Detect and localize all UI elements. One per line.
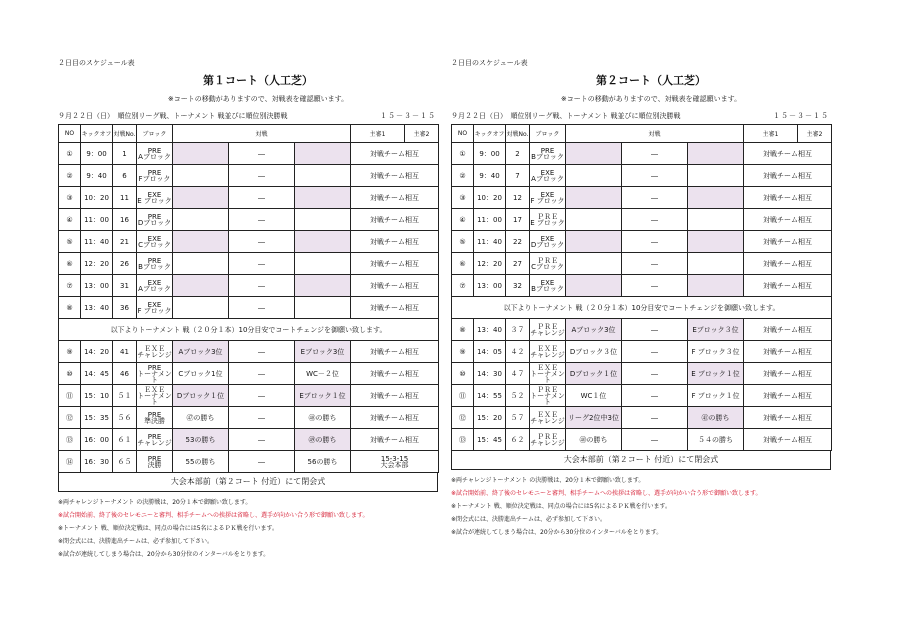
row-team1: 53の勝ち	[173, 429, 229, 451]
row-team1	[173, 231, 229, 253]
row-kickoff: 11：40	[474, 231, 506, 253]
row-referee: 対戦チーム相互	[351, 253, 439, 275]
row-referee: 対戦チーム相互	[744, 209, 832, 231]
schedule-table	[451, 124, 832, 451]
row-team1	[566, 143, 622, 165]
row-vs: ―	[622, 385, 688, 407]
row-block: ＥＸＥ チャレンジ	[137, 341, 173, 363]
row-block: EXE E ブロック	[137, 187, 173, 209]
court-notice: ※コートの移動がありますので、対戦表を確認願います。	[167, 95, 349, 103]
row-block: ＰＲＥ トーナメント	[530, 385, 565, 406]
row-no: ⑪	[452, 385, 474, 407]
row-team1: 55の勝ち	[173, 451, 229, 473]
row-match-no: ４２	[506, 341, 530, 363]
row-kickoff: 14：45	[81, 363, 113, 385]
table-row	[59, 363, 439, 385]
row-vs: ―	[622, 231, 688, 253]
row-match-no: 7	[506, 165, 530, 187]
court-title: 第２コート（人工芝）	[596, 74, 706, 87]
row-vs: ―	[229, 187, 295, 209]
note-item: ※両チャレンジトーナメント の決勝戦は、20分１本で御願い致します。	[58, 499, 252, 506]
row-kickoff: 12：20	[474, 253, 506, 275]
row-team2: ５４の勝ち	[688, 429, 744, 451]
row-vs: ―	[229, 341, 295, 363]
row-referee: 対戦チーム相互	[351, 341, 439, 363]
row-team1: Dブロック１位	[566, 363, 622, 385]
row-referee: 対戦チーム相互	[351, 385, 439, 407]
row-match-no: 26	[113, 253, 137, 275]
row-block: PRE Bブロック	[530, 143, 566, 165]
row-team1	[566, 187, 622, 209]
row-kickoff: 11：40	[81, 231, 113, 253]
row-referee: 対戦チーム相互	[351, 143, 439, 165]
schedule-table	[58, 124, 439, 473]
row-team1	[173, 209, 229, 231]
header-no: NO	[452, 125, 474, 143]
row-team2: Eブロック3位	[295, 341, 351, 363]
row-team2	[688, 275, 744, 297]
row-team1	[566, 165, 622, 187]
row-referee: 対戦チーム相互	[351, 209, 439, 231]
row-vs: ―	[229, 363, 295, 385]
date-code: １５－３－１５	[380, 112, 436, 120]
row-team1: WC１位	[566, 385, 622, 407]
schedule-small-title: ２日目のスケジュール表	[451, 59, 528, 67]
row-kickoff: 9：40	[474, 165, 506, 187]
row-referee: 対戦チーム相互	[744, 143, 832, 165]
row-block: ＰＲＥ チャレンジ	[530, 319, 566, 341]
row-match-no: 17	[506, 209, 530, 231]
row-team2	[295, 187, 351, 209]
row-match-no: 36	[113, 297, 137, 319]
row-vs: ―	[622, 275, 688, 297]
row-match-no: 27	[506, 253, 530, 275]
row-team1	[173, 165, 229, 187]
header-ref2: 主審2	[405, 125, 439, 143]
row-block: EXE F ブロック	[530, 187, 566, 209]
note-item: ※トーナメント 戦、順位決定戦は、同点の場合には5名によるＰＫ戦を行います。	[451, 503, 672, 510]
table-row	[452, 165, 832, 187]
row-team2: Eブロック１位	[295, 385, 351, 407]
row-team2: F ブロック１位	[688, 385, 744, 407]
header-kickoff: キックオフ	[81, 125, 113, 143]
note-item: ※両チャレンジトーナメント の決勝戦は、20分１本で御願い致します。	[451, 477, 645, 484]
row-match-no: 32	[506, 275, 530, 297]
table-row	[59, 209, 439, 231]
row-match-no: 1	[113, 143, 137, 165]
row-team1: ㊵の勝ち	[566, 429, 622, 451]
row-team2: 56の勝ち	[295, 451, 351, 473]
closing-ceremony-footer: 大会本部前（第２コート 付近）にて閉会式	[451, 450, 831, 470]
row-match-no: 12	[506, 187, 530, 209]
table-row	[452, 231, 832, 253]
header-block: ブロック	[137, 125, 173, 143]
date-line: ９月２２日（日） 順位別リーグ戦、トーナメント 戦並びに順位別決勝戦	[451, 112, 681, 120]
row-kickoff: 9：00	[81, 143, 113, 165]
row-team2	[295, 165, 351, 187]
row-block: ＥＸＥ トーナメント	[137, 385, 172, 406]
row-block: EXE Dブロック	[530, 231, 566, 253]
row-team2	[295, 143, 351, 165]
row-team2	[295, 275, 351, 297]
row-block: PRE チャレンジ	[137, 429, 173, 451]
row-no: ⑫	[59, 407, 81, 429]
row-block: PRE Bブロック	[137, 253, 173, 275]
row-block: PRE Aブロック	[137, 143, 173, 165]
row-no: ⑧	[59, 297, 81, 319]
row-no: ⑩	[59, 363, 81, 385]
row-kickoff: 15：35	[81, 407, 113, 429]
header-kickoff: キックオフ	[474, 125, 506, 143]
row-team1	[566, 231, 622, 253]
row-team1	[173, 143, 229, 165]
row-no: ①	[59, 143, 81, 165]
row-team2	[295, 231, 351, 253]
row-no: ⑨	[452, 341, 474, 363]
row-vs: ―	[622, 407, 688, 429]
row-no: ⑬	[452, 429, 474, 451]
row-kickoff: 13：00	[81, 275, 113, 297]
row-match-no: 16	[113, 209, 137, 231]
date-line: ９月２２日（日） 順位別リーグ戦、トーナメント 戦並びに順位別決勝戦	[58, 112, 288, 120]
row-team2: Eブロック３位	[688, 319, 744, 341]
row-referee: 対戦チーム相互	[744, 275, 832, 297]
schedule-small-title: ２日目のスケジュール表	[58, 59, 135, 67]
row-kickoff: 15：45	[474, 429, 506, 451]
row-team1	[566, 209, 622, 231]
row-team2: F ブロック３位	[688, 341, 744, 363]
header-vs: 対戦	[173, 125, 351, 143]
note-item: ※閉会式には、決勝進出チームは、必ず参加して下さい。	[58, 538, 214, 545]
row-block: ＰＲＥ Cブロック	[530, 253, 566, 275]
table-row	[59, 407, 439, 429]
table-row	[59, 451, 439, 473]
row-vs: ―	[229, 209, 295, 231]
table-row	[452, 253, 832, 275]
row-no: ⑤	[452, 231, 474, 253]
note-item: ※トーナメント 戦、順位決定戦は、同点の場合には5名によるＰＫ戦を行います。	[58, 525, 279, 532]
row-team2	[295, 253, 351, 275]
row-referee: 対戦チーム相互	[744, 341, 832, 363]
row-match-no: ４７	[506, 363, 530, 385]
header-block: ブロック	[530, 125, 566, 143]
row-vs: ―	[622, 209, 688, 231]
row-kickoff: 15：10	[81, 385, 113, 407]
row-referee: 対戦チーム相互	[744, 407, 832, 429]
row-match-no: ５２	[506, 385, 530, 407]
notes-list	[451, 474, 851, 539]
table-row	[59, 341, 439, 363]
date-code: １５－３－１５	[773, 112, 829, 120]
row-block: EXE F ブロック	[137, 297, 173, 319]
row-team1: ㊼の勝ち	[173, 407, 229, 429]
court-title: 第１コート（人工芝）	[203, 74, 313, 87]
header-ref2: 主審2	[798, 125, 832, 143]
row-team1: リーグ2位中3位	[566, 407, 622, 429]
row-no: ②	[59, 165, 81, 187]
row-match-no: 22	[506, 231, 530, 253]
row-block: EXE Aブロック	[530, 165, 566, 187]
note-item: ※試合が連続してしまう場合は、20分から30分位のインターバルをとります。	[58, 551, 270, 558]
row-no: ⑫	[452, 407, 474, 429]
row-match-no: 31	[113, 275, 137, 297]
row-vs: ―	[229, 407, 295, 429]
row-no: ①	[452, 143, 474, 165]
row-kickoff: 14：05	[474, 341, 506, 363]
row-team2	[295, 297, 351, 319]
tournament-notice: 以下よりトーナメント 戦（２０分１本）10分目安でコートチェンジを御願い致します。	[59, 319, 439, 341]
row-referee: 対戦チーム相互	[744, 385, 832, 407]
row-vs: ―	[229, 429, 295, 451]
court-notice: ※コートの移動がありますので、対戦表を確認願います。	[560, 95, 742, 103]
table-row	[59, 143, 439, 165]
row-match-no: ５６	[113, 407, 137, 429]
table-header-row	[452, 125, 832, 143]
row-block: EXE Bブロック	[530, 275, 566, 297]
row-team2	[688, 143, 744, 165]
note-item: ※試合開始前、終了後のセレモニーと審判、相手チームへの挨拶は省略し、選手が向かい合う形で御願い致します。	[451, 490, 762, 497]
row-team1	[173, 297, 229, 319]
row-vs: ―	[622, 363, 688, 385]
table-row	[59, 429, 439, 451]
row-team1: Aブロック3位	[566, 319, 622, 341]
row-team2: ㊽の勝ち	[295, 407, 351, 429]
row-referee: 対戦チーム相互	[351, 165, 439, 187]
row-team1: Aブロック3位	[173, 341, 229, 363]
row-no: ⑭	[59, 451, 81, 473]
row-referee: 対戦チーム相互	[744, 165, 832, 187]
row-kickoff: 13：40	[81, 297, 113, 319]
row-referee: 対戦チーム相互	[744, 319, 832, 341]
row-team1	[173, 187, 229, 209]
row-kickoff: 16：00	[81, 429, 113, 451]
row-referee: 対戦チーム相互	[351, 297, 439, 319]
row-match-no: ５１	[113, 385, 137, 407]
row-match-no: 46	[113, 363, 137, 385]
row-block: ＥＸＥ チャレンジ	[530, 341, 566, 363]
notes-list	[58, 496, 458, 561]
row-team2	[688, 187, 744, 209]
row-team1	[566, 253, 622, 275]
table-row	[59, 231, 439, 253]
row-kickoff: 16：30	[81, 451, 113, 473]
row-block: PRE 決勝	[137, 451, 173, 473]
row-referee: 対戦チーム相互	[744, 429, 832, 451]
row-no: ④	[59, 209, 81, 231]
row-team1	[173, 275, 229, 297]
row-team1	[173, 253, 229, 275]
row-no: ⑬	[59, 429, 81, 451]
row-kickoff: 14：30	[474, 363, 506, 385]
header-match-no: 対戦No.	[113, 125, 137, 143]
header-match-no: 対戦No.	[506, 125, 530, 143]
row-kickoff: 10：20	[81, 187, 113, 209]
row-team2	[295, 209, 351, 231]
row-referee: 対戦チーム相互	[351, 275, 439, 297]
row-block: PRE Fブロック	[137, 165, 173, 187]
row-match-no: ６５	[113, 451, 137, 473]
row-match-no: 11	[113, 187, 137, 209]
row-block: PRE トーナメント	[137, 363, 172, 384]
row-kickoff: 10：20	[474, 187, 506, 209]
row-no: ⑤	[59, 231, 81, 253]
tournament-notice-row	[59, 319, 439, 341]
row-referee: 対戦チーム相互	[744, 253, 832, 275]
closing-ceremony-footer: 大会本部前（第２コート 付近）にて閉会式	[58, 472, 438, 492]
row-vs: ―	[622, 143, 688, 165]
row-vs: ―	[229, 143, 295, 165]
row-vs: ―	[622, 165, 688, 187]
row-referee: 対戦チーム相互	[744, 231, 832, 253]
note-item: ※閉会式には、決勝進出チームは、必ず参加して下さい。	[451, 516, 607, 523]
row-team1: Cブロック1位	[173, 363, 229, 385]
row-match-no: ３７	[506, 319, 530, 341]
row-kickoff: 9：40	[81, 165, 113, 187]
row-referee: 対戦チーム相互	[351, 187, 439, 209]
row-match-no: ６２	[506, 429, 530, 451]
table-row	[59, 275, 439, 297]
row-kickoff: 13：00	[474, 275, 506, 297]
table-row	[452, 385, 832, 407]
row-vs: ―	[229, 165, 295, 187]
row-team2: ㊶の勝ち	[688, 407, 744, 429]
row-referee: 対戦チーム相互	[351, 231, 439, 253]
row-match-no: 21	[113, 231, 137, 253]
row-referee: 対戦チーム相互	[744, 363, 832, 385]
row-team2	[688, 253, 744, 275]
row-block: EXE Cブロック	[137, 231, 173, 253]
table-header-row	[59, 125, 439, 143]
row-vs: ―	[622, 429, 688, 451]
header-ref1: 主審1	[744, 125, 798, 143]
tournament-notice-row	[452, 297, 832, 319]
row-team2	[688, 209, 744, 231]
row-referee: 対戦チーム相互	[351, 363, 439, 385]
table-row	[452, 275, 832, 297]
row-vs: ―	[229, 451, 295, 473]
row-kickoff: 11：00	[474, 209, 506, 231]
row-vs: ―	[229, 275, 295, 297]
row-no: ③	[452, 187, 474, 209]
row-match-no: 41	[113, 341, 137, 363]
note-item: ※試合が連続してしまう場合は、20分から30分位のインターバルをとります。	[451, 529, 663, 536]
row-kickoff: 12：20	[81, 253, 113, 275]
row-no: ⑦	[59, 275, 81, 297]
row-team1: Dブロック１位	[173, 385, 229, 407]
row-no: ⑥	[59, 253, 81, 275]
row-vs: ―	[229, 231, 295, 253]
row-block: EXE Aブロック	[137, 275, 173, 297]
row-no: ⑦	[452, 275, 474, 297]
row-referee: 15-3-15 大会本部	[351, 451, 439, 473]
row-no: ②	[452, 165, 474, 187]
row-team2: ㊾の勝ち	[295, 429, 351, 451]
table-row	[452, 209, 832, 231]
row-vs: ―	[229, 297, 295, 319]
row-kickoff: 15：20	[474, 407, 506, 429]
row-match-no: 2	[506, 143, 530, 165]
row-referee: 対戦チーム相互	[744, 187, 832, 209]
row-referee: 対戦チーム相互	[351, 429, 439, 451]
row-team2	[688, 231, 744, 253]
row-block: ＰＲＥ チャレンジ	[530, 429, 566, 451]
row-no: ③	[59, 187, 81, 209]
row-vs: ―	[229, 253, 295, 275]
table-row	[452, 143, 832, 165]
row-block: ＰＲＥ E ブロック	[530, 209, 566, 231]
row-vs: ―	[622, 319, 688, 341]
row-vs: ―	[622, 253, 688, 275]
row-kickoff: 9：00	[474, 143, 506, 165]
row-no: ⑨	[59, 341, 81, 363]
row-no: ⑥	[452, 253, 474, 275]
table-row	[452, 319, 832, 341]
row-block: ＥＸＥ トーナメント	[530, 363, 565, 384]
row-block: ＥＸＥ チャレンジ	[530, 407, 566, 429]
tournament-notice: 以下よりトーナメント 戦（２０分１本）10分目安でコートチェンジを御願い致します。	[452, 297, 832, 319]
table-row	[59, 297, 439, 319]
row-team1: Dブロック３位	[566, 341, 622, 363]
table-row	[59, 253, 439, 275]
row-vs: ―	[622, 187, 688, 209]
row-no: ⑩	[452, 363, 474, 385]
row-kickoff: 13：40	[474, 319, 506, 341]
row-vs: ―	[622, 341, 688, 363]
row-kickoff: 14：20	[81, 341, 113, 363]
table-row	[452, 363, 832, 385]
row-block: PRE 準決勝	[137, 407, 173, 429]
table-row	[452, 407, 832, 429]
row-match-no: 6	[113, 165, 137, 187]
table-row	[452, 341, 832, 363]
row-kickoff: 11：00	[81, 209, 113, 231]
table-row	[59, 385, 439, 407]
table-row	[59, 165, 439, 187]
row-no: ④	[452, 209, 474, 231]
row-block: PRE Dブロック	[137, 209, 173, 231]
row-no: ⑪	[59, 385, 81, 407]
row-match-no: ５７	[506, 407, 530, 429]
header-vs: 対戦	[566, 125, 744, 143]
table-row	[59, 187, 439, 209]
row-team2: E ブロック１位	[688, 363, 744, 385]
row-match-no: ６１	[113, 429, 137, 451]
row-no: ⑧	[452, 319, 474, 341]
row-kickoff: 14：55	[474, 385, 506, 407]
header-ref1: 主審1	[351, 125, 405, 143]
row-team2	[688, 165, 744, 187]
row-vs: ―	[229, 385, 295, 407]
row-team1	[566, 275, 622, 297]
row-team2: WC－２位	[295, 363, 351, 385]
row-referee: 対戦チーム相互	[351, 407, 439, 429]
header-no: NO	[59, 125, 81, 143]
table-row	[452, 429, 832, 451]
table-row	[452, 187, 832, 209]
note-item: ※試合開始前、終了後のセレモニーと審判、相手チームへの挨拶は省略し、選手が向かい合う形で御願い致します。	[58, 512, 369, 519]
